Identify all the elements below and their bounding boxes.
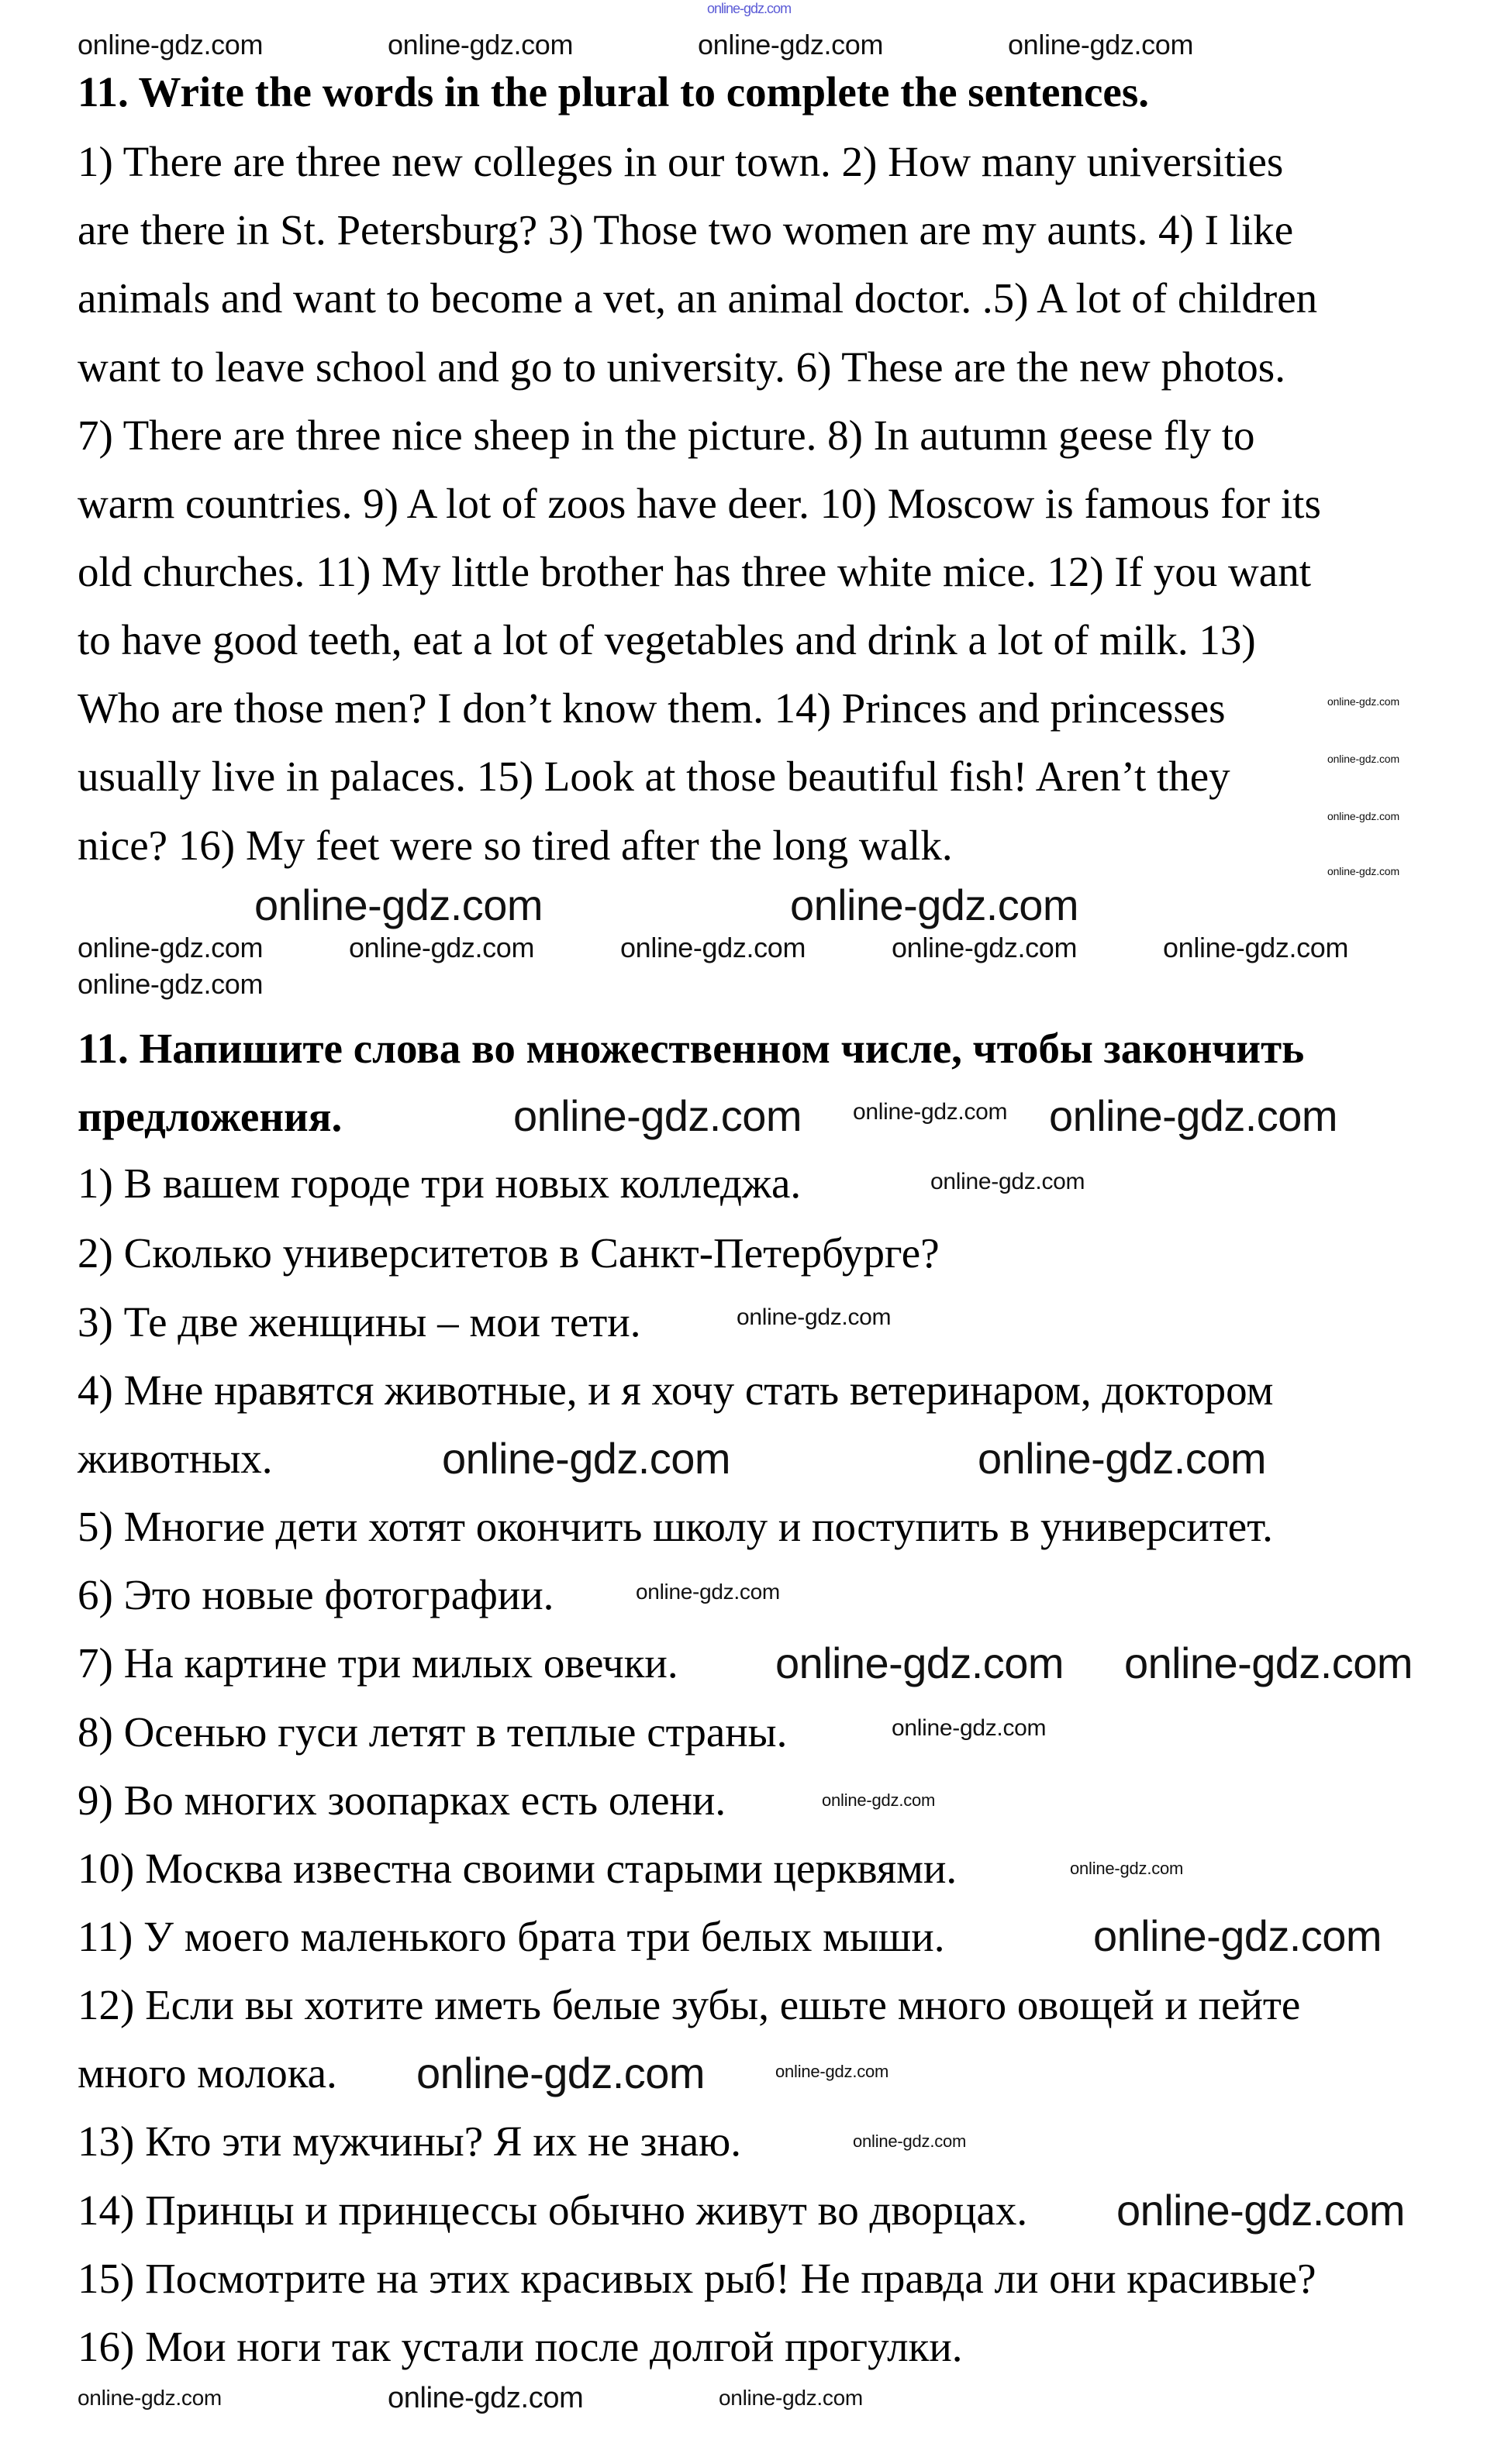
english-sentence-line: 7) There are three nice sheep in the picture. 8) In autumn geese fly to	[78, 412, 1255, 459]
header-watermark: online-gdz.com	[707, 1, 792, 16]
watermark-text: online-gdz.com	[78, 29, 264, 60]
russian-sentence-line: 7) На картине три милых овечки.	[78, 1639, 678, 1687]
watermark-text: online-gdz.com	[416, 2049, 705, 2097]
russian-sentence-line: 11) У моего маленького брата три белых мыши.	[78, 1913, 945, 1960]
watermark-text: online-gdz.com	[78, 932, 264, 963]
english-sentence-line: Who are those men? I don’t know them. 14) Princes and princesses	[78, 684, 1226, 732]
english-sentence-line: usually live in palaces. 15) Look at those beautiful fish! Aren’t they	[78, 753, 1230, 800]
watermark-text: online-gdz.com	[78, 2386, 222, 2410]
russian-sentence-line: животных.	[78, 1435, 273, 1482]
watermark-text: online-gdz.com	[1116, 2186, 1405, 2235]
watermark-text: online-gdz.com	[853, 2131, 967, 2151]
watermark-text: online-gdz.com	[442, 1434, 730, 1483]
watermark-text: online-gdz.com	[513, 1091, 802, 1140]
russian-sentence-line: 14) Принцы и принцессы обычно живут во дворцах.	[78, 2187, 1028, 2234]
watermark-text: online-gdz.com	[1327, 865, 1399, 877]
watermark-text: online-gdz.com	[1327, 695, 1399, 708]
russian-sentence-line: 8) Осенью гуси летят в теплые страны.	[78, 1708, 788, 1756]
watermark-text: online-gdz.com	[930, 1169, 1085, 1194]
russian-sentence-line: 12) Если вы хотите иметь белые зубы, ешьте много овощей и пейте	[78, 1981, 1301, 2028]
russian-sentence-line: много молока.	[78, 2049, 337, 2097]
watermark-text: online-gdz.com	[388, 2382, 584, 2414]
russian-sentence-line: 16) Мои ноги так устали после долгой прогулки.	[78, 2323, 963, 2370]
russian-title: 11. Напишите слова во множественном числе, чтобы закончить	[78, 1025, 1305, 1072]
watermark-text: online-gdz.com	[822, 1790, 936, 1810]
watermark-text: online-gdz.com	[978, 1434, 1266, 1483]
english-sentence-line: animals and want to become a vet, an animal doctor. .5) A lot of children	[78, 274, 1318, 322]
russian-sentence-line: 3) Те две женщины – мои тети.	[78, 1298, 641, 1346]
watermark-text: online-gdz.com	[892, 932, 1078, 963]
english-sentence-line: nice? 16) My feet were so tired after the long walk.	[78, 822, 953, 869]
watermark-text: online-gdz.com	[1327, 753, 1399, 765]
watermark-text: online-gdz.com	[1008, 29, 1194, 60]
russian-sentence-line: 15) Посмотрите на этих красивых рыб! Не правда ли они красивые?	[78, 2255, 1316, 2302]
english-sentence-line: old churches. 11) My little brother has three white mice. 12) If you want	[78, 548, 1311, 595]
watermark-text: online-gdz.com	[388, 29, 574, 60]
watermark-text: online-gdz.com	[636, 1580, 780, 1604]
russian-sentence-line: 4) Мне нравятся животные, и я хочу стать ветеринаром, доктором	[78, 1366, 1274, 1414]
watermark-text: online-gdz.com	[349, 932, 535, 963]
watermark-text: online-gdz.com	[1327, 810, 1399, 822]
english-title: 11. Write the words in the plural to complete the sentences.	[78, 68, 1149, 115]
russian-title: предложения.	[78, 1093, 343, 1140]
russian-sentence-line: 9) Во многих зоопарках есть олени.	[78, 1776, 726, 1824]
watermark-text: online-gdz.com	[737, 1304, 892, 1330]
watermark-text: online-gdz.com	[1049, 1091, 1337, 1140]
english-sentence-line: want to leave school and go to university. 6) These are the new photos.	[78, 343, 1285, 391]
russian-sentence-line: 5) Многие дети хотят окончить школу и поступить в университет.	[78, 1503, 1273, 1550]
english-sentence-line: are there in St. Petersburg? 3) Those two women are my aunts. 4) I like	[78, 206, 1294, 253]
watermark-text: online-gdz.com	[78, 968, 264, 1000]
watermark-text: online-gdz.com	[1093, 1911, 1382, 1960]
watermark-text: online-gdz.com	[1124, 1639, 1413, 1687]
russian-sentence-line: 1) В вашем городе три новых колледжа.	[78, 1160, 802, 1207]
russian-sentence-line: 6) Это новые фотографии.	[78, 1571, 554, 1618]
russian-sentence-line: 13) Кто эти мужчины? Я их не знаю.	[78, 2118, 742, 2165]
watermark-text: online-gdz.com	[775, 1639, 1064, 1687]
watermark-text: online-gdz.com	[254, 880, 543, 929]
watermark-text: online-gdz.com	[698, 29, 884, 60]
watermark-text: online-gdz.com	[620, 932, 806, 963]
watermark-text: online-gdz.com	[1070, 1859, 1184, 1878]
russian-sentence-line: 2) Сколько университетов в Санкт-Петербурге?	[78, 1229, 940, 1277]
english-sentence-line: 1) There are three new colleges in our town. 2) How many universities	[78, 138, 1284, 185]
watermark-text: online-gdz.com	[719, 2386, 863, 2410]
english-sentence-line: warm countries. 9) A lot of zoos have deer. 10) Moscow is famous for its	[78, 480, 1321, 527]
english-sentence-line: to have good teeth, eat a lot of vegetables and drink a lot of milk. 13)	[78, 616, 1256, 663]
watermark-text: online-gdz.com	[790, 880, 1078, 929]
watermark-text: online-gdz.com	[892, 1715, 1047, 1741]
russian-sentence-line: 10) Москва известна своими старыми церквями.	[78, 1845, 957, 1892]
watermark-text: online-gdz.com	[775, 2062, 889, 2081]
watermark-text: online-gdz.com	[853, 1099, 1008, 1125]
watermark-text: online-gdz.com	[1163, 932, 1349, 963]
